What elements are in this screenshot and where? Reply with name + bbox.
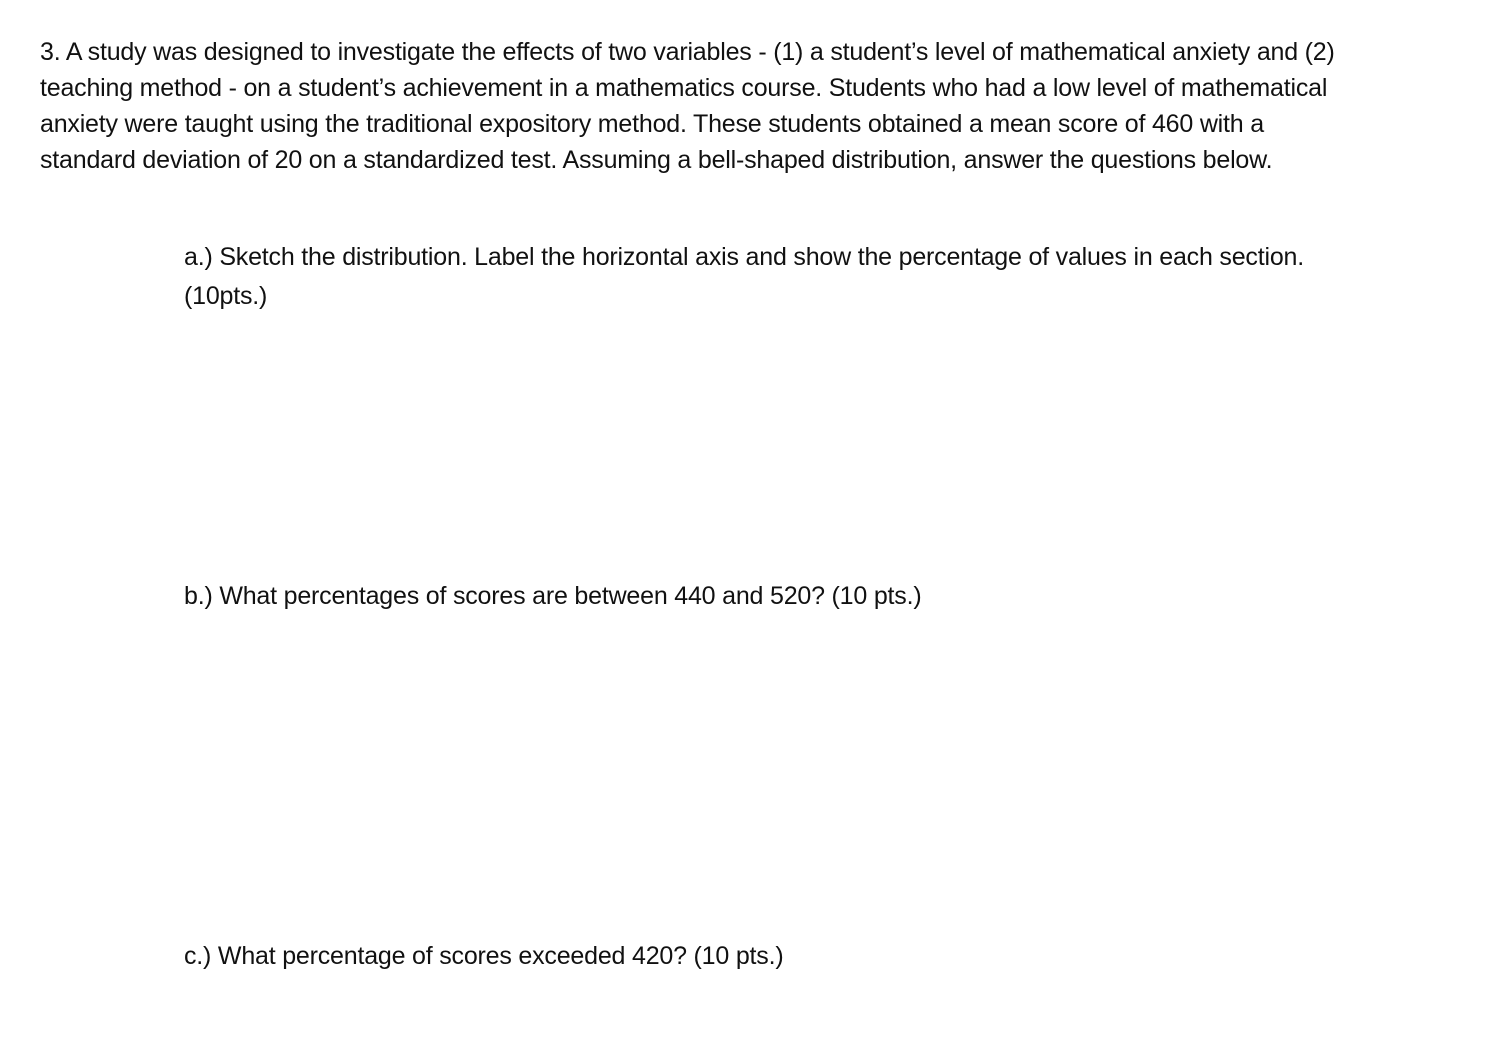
question-line: teaching method - on a student’s achievement in a mathematics course. Students who had a low level of mathematical bbox=[40, 74, 1328, 102]
part-c bbox=[184, 937, 783, 976]
part-a bbox=[184, 238, 1304, 316]
question-stem bbox=[40, 34, 1480, 178]
part-c-prompt: c.) What percentage of scores exceeded 420? (10 pts.) bbox=[184, 942, 784, 970]
question-line: standard deviation of 20 on a standardized test. Assuming a bell-shaped distribution, answer the questions below. bbox=[40, 146, 1273, 174]
question-line: 3. A study was designed to investigate the effects of two variables - (1) a student’s level of mathematical anxiety and (2) bbox=[40, 38, 1335, 66]
part-a-points: (10pts.) bbox=[184, 282, 268, 310]
part-b bbox=[184, 577, 921, 616]
question-line: anxiety were taught using the traditional expository method. These students obtained a mean score of 460 with a bbox=[40, 110, 1264, 138]
part-b-prompt: b.) What percentages of scores are between 440 and 520? (10 pts.) bbox=[184, 582, 922, 610]
part-a-prompt: a.) Sketch the distribution. Label the horizontal axis and show the percentage of values in each section. bbox=[184, 243, 1304, 271]
